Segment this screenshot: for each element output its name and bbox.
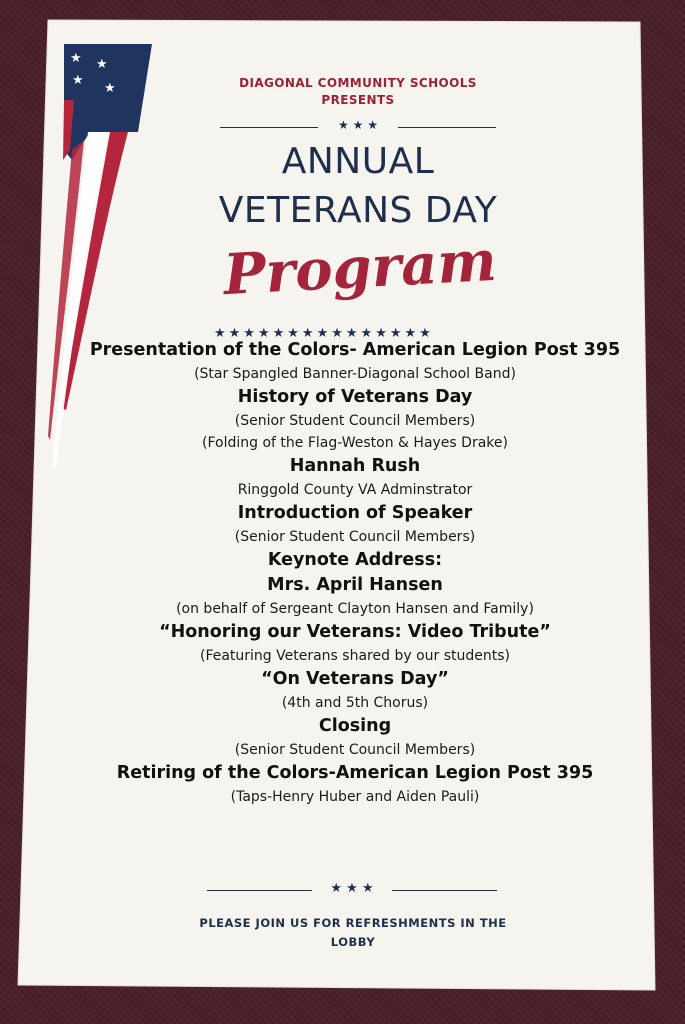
program-item-title: Keynote Address: xyxy=(267,550,443,570)
refreshments-line: PLEASE JOIN US FOR REFRESHMENTS IN THE xyxy=(199,916,507,930)
program-item-title: Hannah Rush xyxy=(289,456,421,476)
program-item-title: Closing xyxy=(318,716,392,736)
divider-stars-icon: ★ ★ ★ xyxy=(330,881,374,896)
program-item-detail: (on behalf of Sergeant Clayton Hansen and Family) xyxy=(176,601,534,617)
program-item-title: Presentation of the Colors- American Legion Post 395 xyxy=(89,340,621,360)
program-item-detail: Ringgold County VA Adminstrator xyxy=(237,482,473,498)
program-item-title: Mrs. April Hansen xyxy=(267,575,443,595)
program-item-title: Retiring of the Colors-American Legion Post 395 xyxy=(116,763,594,783)
organization-name: DIAGONAL COMMUNITY SCHOOLS xyxy=(239,76,477,90)
program-item-title: “Honoring our Veterans: Video Tribute” xyxy=(159,622,551,642)
divider-stars-icon: ★ ★ ★ xyxy=(338,118,378,132)
program-item-detail: (Featuring Veterans shared by our students) xyxy=(199,648,510,664)
presents-label: PRESENTS xyxy=(321,93,395,107)
program-item-detail: (Senior Student Council Members) xyxy=(234,742,476,758)
svg-text:★: ★ xyxy=(72,73,84,88)
program-list xyxy=(45,338,665,808)
title-veterans-day: VETERANS DAY xyxy=(218,190,498,231)
organization-heading xyxy=(178,75,538,109)
bottom-divider xyxy=(207,883,497,897)
title-program-script: Program xyxy=(221,227,499,309)
svg-text:★: ★ xyxy=(96,57,108,72)
program-item-detail: (Senior Student Council Members) xyxy=(234,413,476,429)
svg-text:★: ★ xyxy=(104,81,116,96)
program-item-detail: (Taps-Henry Huber and Aiden Pauli) xyxy=(230,789,480,805)
refreshments-location: LOBBY xyxy=(330,935,376,949)
title-annual: ANNUAL xyxy=(281,141,435,182)
program-item-detail: (Folding of the Flag-Weston & Hayes Drake) xyxy=(202,435,508,451)
star-row-icon: ★★★★★★★★★★★★★★★ xyxy=(214,326,434,341)
program-item-detail: (4th and 5th Chorus) xyxy=(281,695,429,711)
program-item-detail: (Star Spangled Banner-Diagonal School Band) xyxy=(194,366,516,382)
program-item-title: History of Veterans Day xyxy=(237,387,473,407)
refreshments-note xyxy=(188,914,518,952)
program-item-title: “On Veterans Day” xyxy=(261,669,449,689)
program-item-detail: (Senior Student Council Members) xyxy=(234,529,476,545)
top-divider xyxy=(220,120,496,134)
svg-text:★: ★ xyxy=(70,51,82,66)
program-item-title: Introduction of Speaker xyxy=(237,503,473,523)
